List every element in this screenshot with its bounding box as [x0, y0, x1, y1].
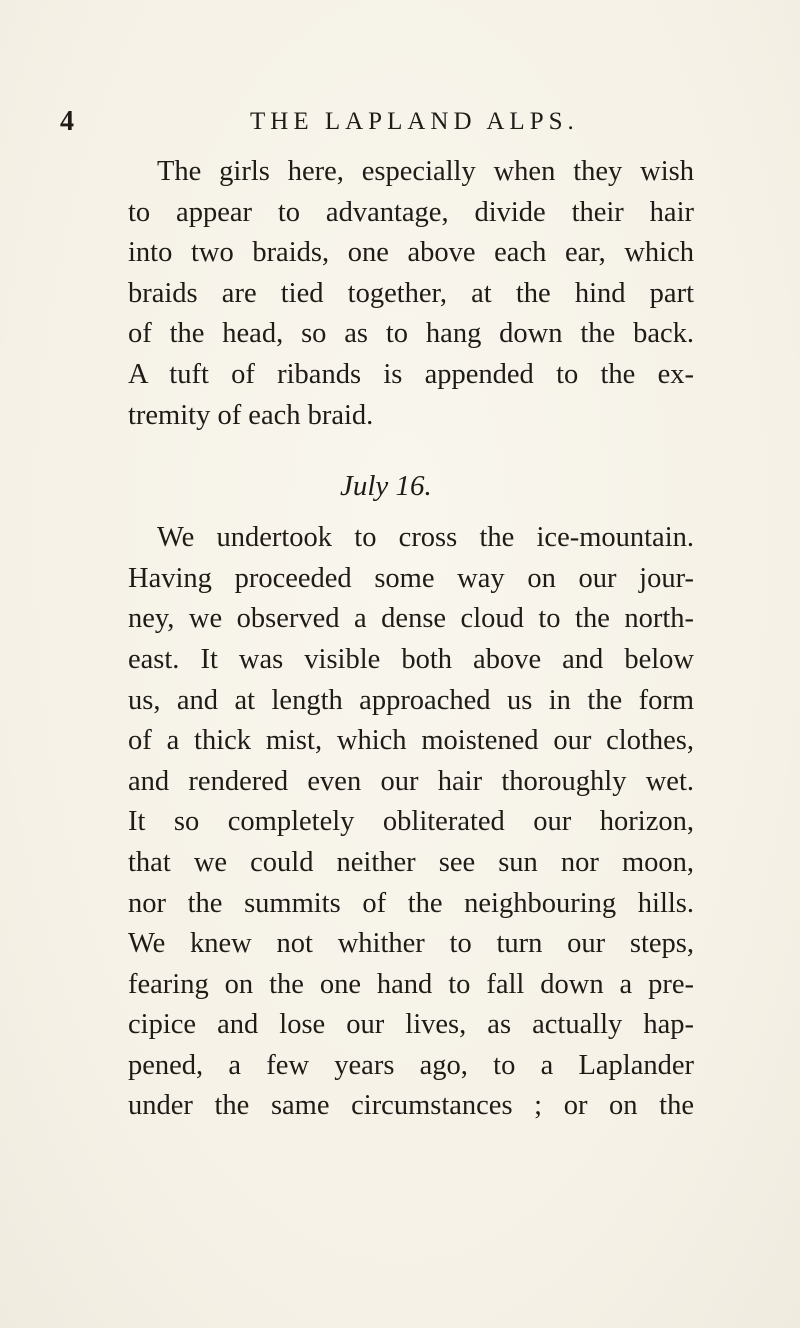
text-line: into two braids, one above each ear, which: [128, 237, 694, 269]
paragraph-2: [128, 518, 694, 1127]
body-text: [128, 152, 694, 1127]
text-line: pened, a few years ago, to a Laplander: [128, 1049, 694, 1081]
text-line: We undertook to cross the ice-mountain.: [157, 522, 694, 554]
running-head: [60, 106, 750, 146]
text-line: It so completely obliterated our horizon,: [128, 806, 694, 838]
text-line: that we could neither see sun nor moon,: [128, 846, 694, 878]
text-line: fearing on the one hand to fall down a pre-: [128, 968, 694, 1000]
text-line: cipice and lose our lives, as actually hap-: [128, 1009, 694, 1041]
text-line: of a thick mist, which moistened our clothes,: [128, 725, 694, 757]
text-line: ney, we observed a dense cloud to the north-: [128, 603, 694, 635]
text-line: We knew not whither to turn our steps,: [128, 928, 694, 960]
text-line: tremity of each braid.: [128, 399, 374, 431]
paragraph-1: [128, 152, 694, 436]
text-line: east. It was visible both above and below: [128, 643, 694, 675]
date-heading: July 16.: [340, 470, 432, 503]
text-line: us, and at length approached us in the form: [128, 684, 694, 716]
text-line: to appear to advantage, divide their hair: [128, 196, 694, 228]
text-line: nor the summits of the neighbouring hills.: [128, 887, 694, 919]
text-line: of the head, so as to hang down the back.: [128, 318, 694, 350]
text-line: under the same circumstances ; or on the: [128, 1090, 694, 1122]
text-line: The girls here, especially when they wish: [157, 156, 694, 187]
page-number: 4: [60, 106, 75, 137]
text-line: and rendered even our hair thoroughly wet.: [128, 765, 694, 797]
text-line: Having proceeded some way on our jour-: [128, 562, 694, 594]
running-title: THE LAPLAND ALPS.: [250, 108, 579, 135]
text-line: braids are tied together, at the hind part: [128, 277, 694, 309]
text-line: A tuft of ribands is appended to the ex-: [128, 358, 694, 390]
